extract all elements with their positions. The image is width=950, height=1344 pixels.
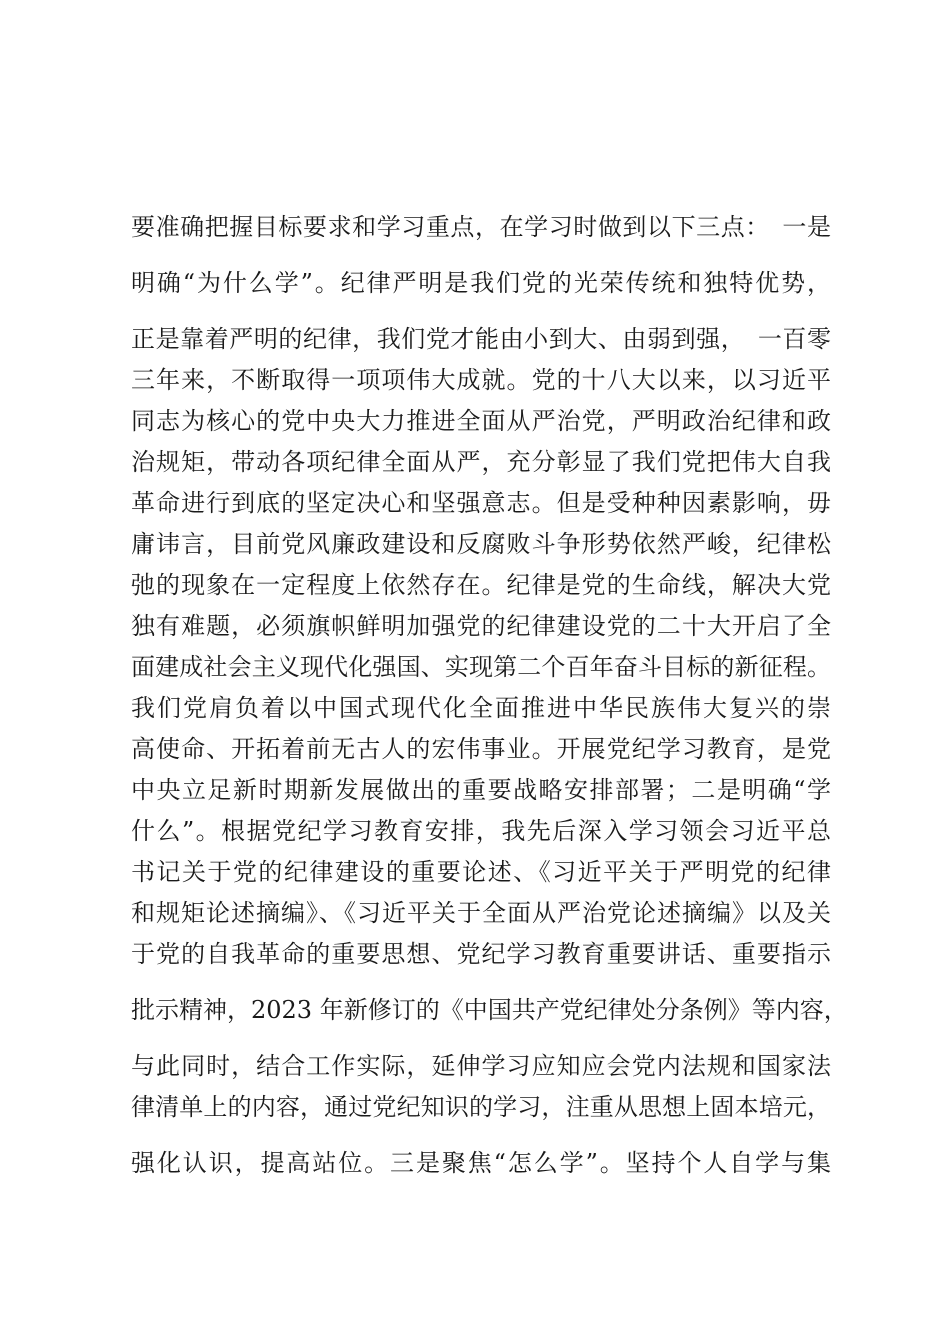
body-text-line: 同志为核心的党中央大力推进全面从严治党，严明政治纪律和政 — [131, 407, 831, 435]
body-text-line: 革命进行到底的坚定决心和坚强意志。但是受种种因素影响，毋 — [131, 489, 831, 517]
body-text-line: 高使命、开拓着前无古人的宏伟事业。开展党纪学习教育，是党 — [131, 735, 831, 763]
body-text-line: 弛的现象在一定程度上依然存在。纪律是党的生命线，解决大党 — [131, 571, 831, 599]
body-text-line: 强化认识，提高站位。三是聚焦“怎么学”。坚持个人自学与集 — [131, 1149, 831, 1177]
body-text-line: 要准确把握目标要求和学习重点，在学习时做到以下三点： 一是 — [131, 213, 831, 241]
body-text-line: 什么”。根据党纪学习教育安排，我先后深入学习领会习近平总 — [131, 817, 831, 845]
body-text-line: 治规矩，带动各项纪律全面从严，充分彰显了我们党把伟大自我 — [131, 448, 831, 476]
body-text-line: 独有难题，必须旗帜鲜明加强党的纪律建设党的二十大开启了全 — [131, 612, 831, 640]
body-text-line: 和规矩论述摘编》、《习近平关于全面从严治党论述摘编》以及关 — [131, 899, 831, 927]
body-text-line: 庸讳言，目前党风廉政建设和反腐败斗争形势依然严峻，纪律松 — [131, 530, 831, 558]
body-text-line: 中央立足新时期新发展做出的重要战略安排部署；二是明确“学 — [131, 776, 831, 804]
body-text-line: 明确“为什么学”。纪律严明是我们党的光荣传统和独特优势， — [131, 269, 831, 297]
body-text-line: 面建成社会主义现代化强国、实现第二个百年奋斗目标的新征程。 — [131, 653, 831, 681]
body-text-line: 正是靠着严明的纪律，我们党才能由小到大、由弱到强， 一百零 — [131, 325, 831, 353]
body-text-line: 批示精神，2023 年新修订的《中国共产党纪律处分条例》等内容， — [131, 996, 848, 1024]
body-text-line: 书记关于党的纪律建设的重要论述、《习近平关于严明党的纪律 — [131, 858, 831, 886]
body-text-line: 与此同时，结合工作实际，延伸学习应知应会党内法规和国家法 — [131, 1052, 831, 1080]
body-text-line: 我们党肩负着以中国式现代化全面推进中华民族伟大复兴的崇 — [131, 694, 831, 722]
body-text-line: 于党的自我革命的重要思想、党纪学习教育重要讲话、重要指示 — [131, 940, 831, 968]
body-text-line: 三年来，不断取得一项项伟大成就。党的十八大以来，以习近平 — [131, 366, 831, 394]
body-text-line: 律清单上的内容，通过党纪知识的学习，注重从思想上固本培元， — [131, 1093, 831, 1121]
